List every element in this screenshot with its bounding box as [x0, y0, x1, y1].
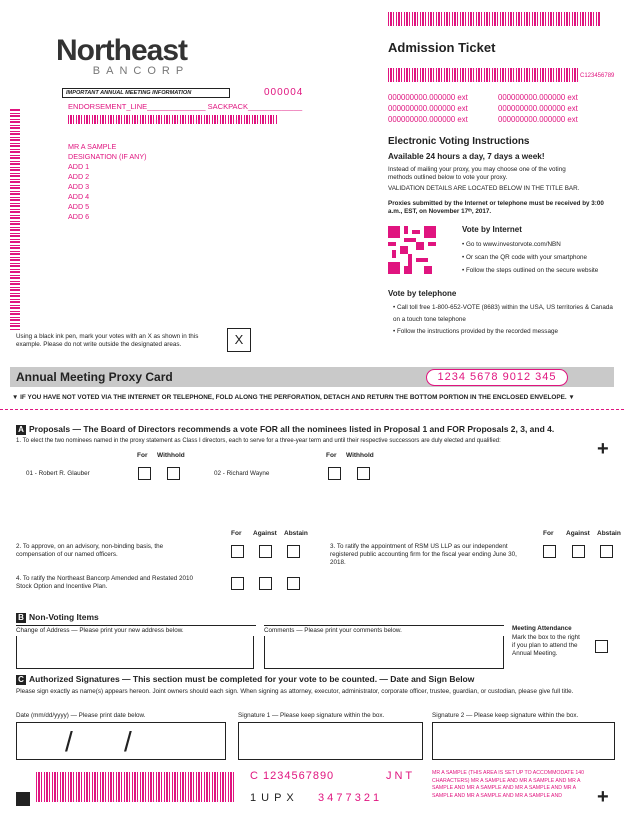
for-header: For — [326, 452, 337, 459]
internet-steps — [462, 238, 598, 277]
proposal-2-text: 2. To approve, on an advisory, non-binding basis, the compensation of our named officers. — [16, 543, 164, 558]
address-line: ADD 5 — [68, 202, 90, 211]
admission-ticket-title: Admission Ticket — [388, 40, 496, 55]
proposal-3-abstain-checkbox[interactable] — [600, 545, 613, 558]
comments-label — [264, 625, 504, 635]
proposal-3-against-checkbox[interactable] — [572, 545, 585, 558]
address-line: MR A SAMPLE — [68, 142, 117, 151]
for-header: For — [543, 530, 554, 537]
evi-title: Electronic Voting Instructions — [388, 136, 530, 147]
footer-barcode — [36, 772, 236, 802]
withhold-header: Withhold — [346, 452, 374, 459]
important-info-label: IMPORTANT ANNUAL MEETING INFORMATION — [62, 88, 230, 98]
section-c-letter: C — [16, 675, 26, 685]
footer-sample-text: MR A SAMPLE (THIS AREA IS SET UP TO ACCOMMODATE 140 CHARACTERS) MR A SAMPLE AND MR A SAMPLE AND MR A SAMPLE AND MR A SAMPLE AND MR A SAMPLE AND MR A SAMPLE AND MR A SAMPLE AND MR A SAMPLE AND — [432, 770, 585, 799]
ext-code: 000000000.000000 ext — [498, 115, 578, 124]
section-a-letter: A — [16, 425, 26, 435]
evi-validation: VALIDATION DETAILS ARE LOCATED BELOW IN THE TITLE BAR. — [388, 185, 580, 192]
address-line: ADD 6 — [68, 212, 90, 221]
nominee-2: 02 - Richard Wayne — [214, 470, 270, 477]
proposal-3-for-checkbox[interactable] — [543, 545, 556, 558]
qr-code — [388, 226, 436, 274]
address-line: ADD 1 — [68, 162, 90, 171]
phone-step: • Follow the instructions provided by the recorded message — [393, 328, 558, 335]
evi-deadline: Proxies submitted by the Internet or telephone must be received by 3:00 a.m., EST, on November 17ᵗʰ, 2017. — [388, 200, 604, 215]
address-line: ADD 4 — [68, 192, 90, 201]
proposal-3-text: 3. To ratify the appointment of RSM US LLP as our independent registered public accounting firm for the fiscal year ending June 30, 2018. — [330, 543, 517, 566]
internet-step: • Follow the steps outlined on the secure website — [462, 267, 599, 274]
phone-step: • Call toll free 1-800-652-VOTE (8683) within the USA, US territories & Canada on a touch tone telephone — [393, 304, 613, 323]
control-number: 1234 5678 9012 345 — [426, 369, 568, 386]
proposal-4-for-checkbox[interactable] — [231, 577, 244, 590]
mailing-address — [68, 142, 147, 222]
phone-title: Vote by telephone — [388, 289, 457, 298]
address-line: ADD 2 — [68, 172, 90, 181]
plus-mark: + — [597, 438, 609, 460]
date-box[interactable] — [16, 722, 226, 760]
footer-jnt: J N T — [386, 770, 413, 782]
section-b-heading — [16, 612, 99, 623]
address-line: DESIGNATION (IF ANY) — [68, 152, 147, 161]
against-header: Against — [566, 530, 590, 537]
endorsement-line: ENDORSEMENT_LINE______________ SACKPACK_____________ — [68, 102, 303, 111]
internet-step: • Go to www.investorvote.com/NBN — [462, 241, 561, 248]
abstain-header: Abstain — [284, 530, 308, 537]
ticket-code: C123456789 — [580, 73, 615, 79]
internet-title: Vote by Internet — [462, 225, 522, 234]
left-side-barcode — [10, 108, 20, 330]
sequence-number: 000004 — [264, 87, 304, 98]
proposal-2-against-checkbox[interactable] — [259, 545, 272, 558]
proposal-2-for-checkbox[interactable] — [231, 545, 244, 558]
proposal-2-abstain-checkbox[interactable] — [287, 545, 300, 558]
proxy-card-title: Annual Meeting Proxy Card — [16, 370, 173, 384]
section-c-heading — [16, 674, 616, 685]
ext-code: 000000000.000000 ext — [498, 104, 578, 113]
comments-box[interactable] — [264, 636, 504, 669]
ext-code: 000000000.000000 ext — [498, 93, 578, 102]
footer-black-square — [16, 792, 30, 806]
address-line: ADD 3 — [68, 182, 90, 191]
internet-step: • Or scan the QR code with your smartphone — [462, 254, 588, 261]
section-a-heading — [16, 424, 616, 435]
nominee-1-withhold-checkbox[interactable] — [167, 467, 180, 480]
phone-steps — [393, 302, 615, 338]
section-c-title: Authorized Signatures — This section must be completed for your vote to be counted. — Date and Sign Below — [29, 674, 475, 684]
ext-code: 000000000.000000 ext — [388, 115, 468, 124]
signature-2-box[interactable] — [432, 722, 615, 760]
withhold-header: Withhold — [157, 452, 185, 459]
ext-code: 000000000.000000 ext — [388, 93, 468, 102]
signature-1-label: Signature 1 — Please keep signature within the box. — [238, 712, 385, 719]
abstain-header: Abstain — [597, 530, 621, 537]
meeting-attendance-text: Mark the box to the right if you plan to attend the Annual Meeting. — [512, 634, 580, 657]
footer-c-code: C 1234567890 — [250, 770, 335, 782]
nominee-2-withhold-checkbox[interactable] — [357, 467, 370, 480]
signature-instructions: Please sign exactly as name(s) appears hereon. Joint owners should each sign. When signing as attorney, executor, administrator, corporate officer, trustee, guardian, or custodian, please give full title. — [16, 688, 574, 695]
proposal-4-abstain-checkbox[interactable] — [287, 577, 300, 590]
section-b-letter: B — [16, 613, 26, 623]
logo-sub: BANCORP — [92, 65, 190, 77]
signature-2-label: Signature 2 — Please keep signature within the box. — [432, 712, 579, 719]
section-a-title: Proposals — The Board of Directors recommends a vote FOR all the nominees listed in Proposal 1 and FOR Proposals 2, 3, and 4. — [29, 424, 555, 434]
nominee-1: 01 - Robert R. Glauber — [26, 470, 90, 477]
change-address-text: Change of Address — Please print your new address below. — [16, 627, 184, 634]
postal-barcode — [68, 115, 278, 124]
ext-grid — [388, 92, 608, 125]
mark-instructions: Using a black ink pen, mark your votes with an X as shown in this example. Please do not write outside the designated areas. — [16, 333, 199, 348]
proposal-4-text: 4. To ratify the Northeast Bancorp Amended and Restated 2010 Stock Option and Incentive Plan. — [16, 575, 194, 590]
evi-availability: Available 24 hours a day, 7 days a week! — [388, 152, 545, 161]
footer-upx: 1 U P X — [250, 792, 295, 804]
footer-number: 3 4 7 7 3 2 1 — [318, 792, 380, 804]
meeting-attendance-checkbox[interactable] — [595, 640, 608, 653]
date-label: Date (mm/dd/yyyy) — Please print date below. — [16, 712, 146, 719]
for-header: For — [137, 452, 148, 459]
signature-1-box[interactable] — [238, 722, 423, 760]
perforation-line — [0, 409, 624, 410]
proposal-1-text: 1. To elect the two nominees named in the proxy statement as Class I directors, each to serve for a three-year term and until their respective successors are duly elected and qualified: — [16, 438, 501, 444]
change-address-label — [16, 625, 256, 635]
meeting-attendance-title: Meeting Attendance — [512, 625, 572, 632]
section-b-title: Non-Voting Items — [29, 612, 99, 622]
comments-text: Comments — Please print your comments below. — [264, 627, 402, 634]
example-x-box: X — [227, 328, 251, 352]
top-right-barcode — [388, 12, 600, 26]
nominee-2-for-checkbox[interactable] — [328, 467, 341, 480]
logo — [56, 34, 226, 77]
ext-code: 000000000.000000 ext — [388, 104, 468, 113]
date-slash: / — [124, 726, 132, 757]
for-header: For — [231, 530, 242, 537]
fold-instructions: ▼ IF YOU HAVE NOT VOTED VIA THE INTERNET OR TELEPHONE, FOLD ALONG THE PERFORATION, DETACH AND RETURN THE BOTTOM PORTION IN THE ENCLOSED ENVELOPE. ▼ — [12, 394, 575, 401]
proposal-4-against-checkbox[interactable] — [259, 577, 272, 590]
ticket-barcode — [388, 68, 578, 82]
logo-name: Northeast — [56, 34, 188, 67]
plus-mark: + — [597, 786, 609, 808]
date-slash: / — [65, 726, 73, 757]
against-header: Against — [253, 530, 277, 537]
nominee-1-for-checkbox[interactable] — [138, 467, 151, 480]
change-address-box[interactable] — [16, 636, 254, 669]
evi-instead: Instead of mailing your proxy, you may choose one of the voting methods outlined below to vote your proxy. — [388, 166, 566, 181]
